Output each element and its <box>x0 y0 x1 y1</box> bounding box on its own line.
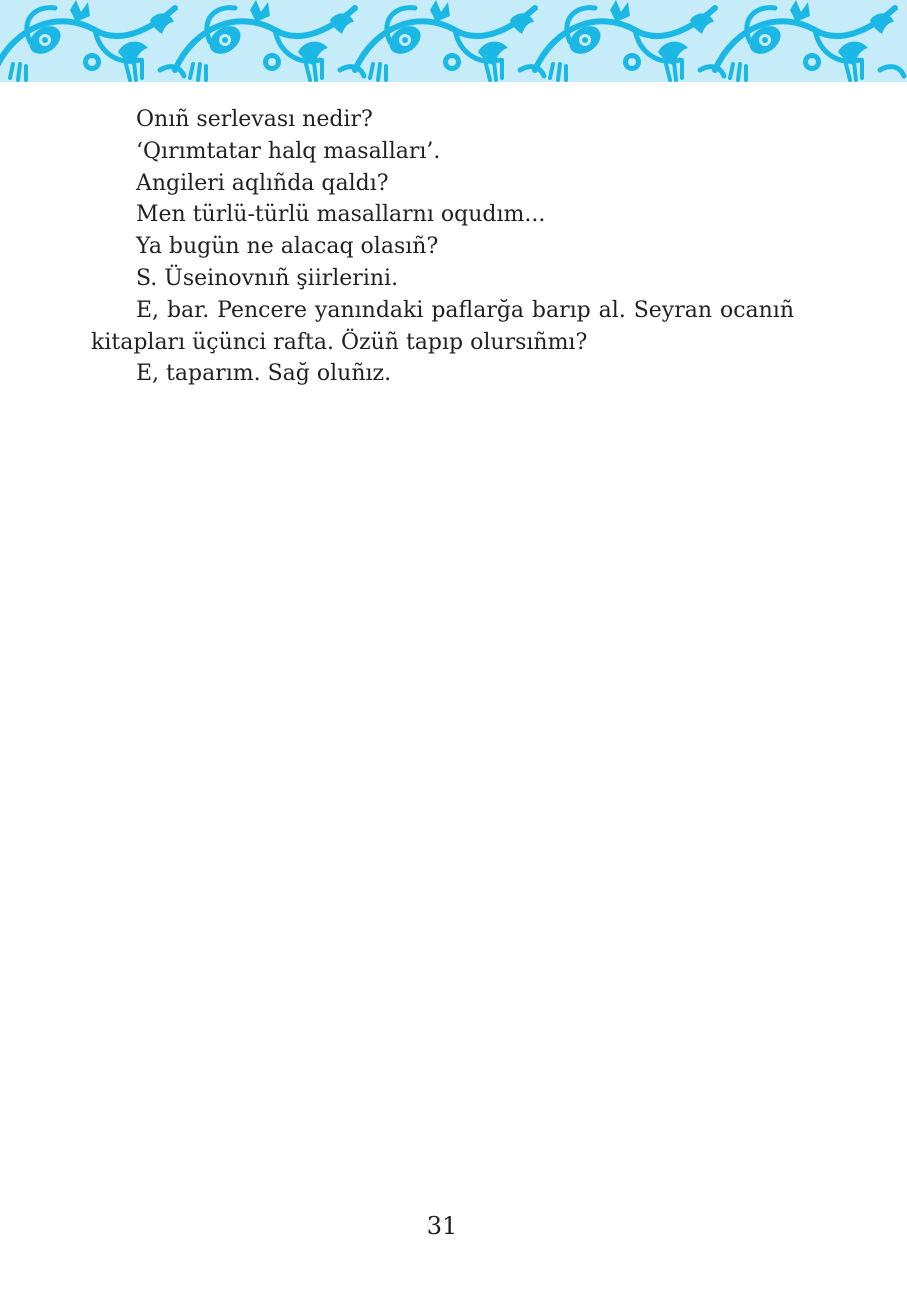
dialogue-text <box>91 104 794 390</box>
page-number: 31 <box>426 1212 458 1240</box>
dialogue-line: E, taparım. Sağ oluñız. <box>136 361 392 387</box>
dialogue-line: S. Üseinovnıñ şiirlerini. <box>136 265 399 291</box>
floral-vine-ornament-icon <box>0 0 907 82</box>
dialogue-line: E, bar. Pencere yanındaki paflarğa barıp al. Seyran ocanıñ kitapları üçünci rafta. Özüñ tapıp olursıñmı? <box>91 297 794 355</box>
dialogue-line: ‘Qırımtatar halq masalları’. <box>136 138 441 164</box>
dialogue-line: Ya bugün ne alacaq olasıñ? <box>136 234 439 260</box>
dialogue-line: Onıñ serlevası nedir? <box>136 107 373 132</box>
dialogue-line: Men türlü-türlü masallarnı oqudım... <box>136 202 546 228</box>
dialogue-line: Angileri aqlıñda qaldı? <box>136 170 389 196</box>
floral-ornament-banner <box>0 0 907 82</box>
